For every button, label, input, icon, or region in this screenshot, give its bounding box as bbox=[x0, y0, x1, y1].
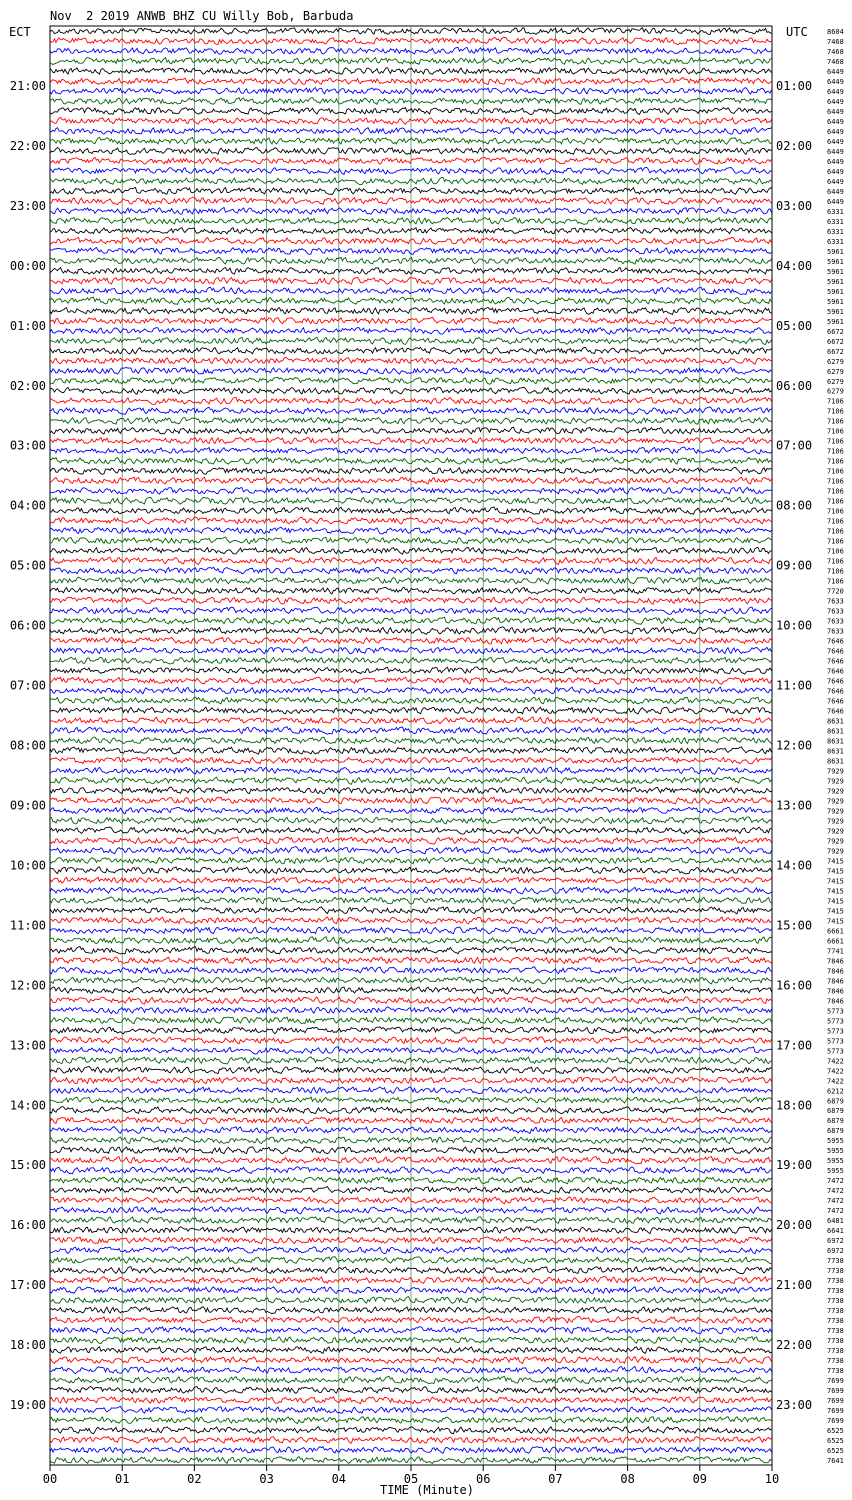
trace-scale-label: 7472 bbox=[827, 1197, 844, 1206]
trace-scale-label: 7929 bbox=[827, 807, 844, 816]
x-tick-label: 03 bbox=[259, 1472, 274, 1486]
left-hour-label: 19:00 bbox=[9, 1398, 46, 1413]
trace-scale-label: 7106 bbox=[827, 477, 844, 486]
trace-scale-label: 6449 bbox=[827, 177, 844, 186]
trace-scale-label: 6879 bbox=[827, 1117, 844, 1126]
right-hour-label: 16:00 bbox=[776, 978, 813, 993]
trace-scale-label: 7106 bbox=[827, 457, 844, 466]
trace-scale-label: 5961 bbox=[827, 287, 844, 296]
right-hour-label: 07:00 bbox=[776, 438, 813, 453]
trace-scale-label: 5961 bbox=[827, 297, 844, 306]
trace-scale-label: 6449 bbox=[827, 157, 844, 166]
trace-scale-label: 5961 bbox=[827, 307, 844, 316]
trace-scale-label: 6879 bbox=[827, 1127, 844, 1136]
left-hour-label: 14:00 bbox=[9, 1098, 46, 1113]
trace-scale-label: 7738 bbox=[827, 1347, 844, 1356]
trace-scale-label: 6449 bbox=[827, 67, 844, 76]
trace-scale-label: 7738 bbox=[827, 1307, 844, 1316]
trace-scale-label: 7929 bbox=[827, 777, 844, 786]
trace-scale-label: 7646 bbox=[827, 667, 844, 676]
trace-scale-label: 7646 bbox=[827, 647, 844, 656]
trace-scale-label: 7846 bbox=[827, 967, 844, 976]
x-tick-label: 00 bbox=[42, 1472, 58, 1486]
trace-scale-label: 6672 bbox=[827, 327, 844, 336]
trace-scale-label: 7422 bbox=[827, 1077, 844, 1086]
trace-scale-label: 7415 bbox=[827, 917, 844, 926]
trace-scale-label: 5961 bbox=[827, 317, 844, 326]
trace-scale-label: 7468 bbox=[827, 57, 844, 66]
trace-scale-label: 7468 bbox=[827, 47, 844, 56]
trace-scale-label: 6279 bbox=[827, 367, 844, 376]
left-hour-label: 06:00 bbox=[9, 618, 46, 633]
trace-scale-label: 6672 bbox=[827, 337, 844, 346]
right-hour-label: 06:00 bbox=[776, 378, 813, 393]
trace-scale-label: 7641 bbox=[827, 1457, 844, 1466]
trace-scale-label: 7106 bbox=[827, 397, 844, 406]
trace-scale-label: 7472 bbox=[827, 1207, 844, 1216]
x-tick-label: 05 bbox=[403, 1472, 419, 1486]
right-hour-label: 09:00 bbox=[776, 558, 813, 573]
trace-scale-label: 7415 bbox=[827, 887, 844, 896]
trace-scale-label: 7106 bbox=[827, 517, 844, 526]
trace-scale-label: 6331 bbox=[827, 207, 844, 216]
trace-scale-label: 6279 bbox=[827, 387, 844, 396]
right-hour-label: 04:00 bbox=[776, 258, 813, 273]
trace-scale-label: 7699 bbox=[827, 1387, 844, 1396]
trace-scale-label: 6481 bbox=[827, 1217, 844, 1226]
trace-scale-label: 6672 bbox=[827, 347, 844, 356]
trace-scale-label: 7422 bbox=[827, 1057, 844, 1066]
left-hour-label: 09:00 bbox=[9, 798, 46, 813]
trace-scale-label: 5961 bbox=[827, 257, 844, 266]
trace-scale-label: 5773 bbox=[827, 1017, 844, 1026]
trace-scale-label: 7646 bbox=[827, 657, 844, 666]
trace-scale-label: 7846 bbox=[827, 957, 844, 966]
trace-scale-label: 7699 bbox=[827, 1407, 844, 1416]
left-hour-label: 17:00 bbox=[9, 1278, 46, 1293]
trace-scale-label: 7738 bbox=[827, 1317, 844, 1326]
trace-scale-label: 8631 bbox=[827, 757, 844, 766]
trace-scale-label: 5961 bbox=[827, 247, 844, 256]
trace-scale-label: 7106 bbox=[827, 437, 844, 446]
trace-scale-label: 7846 bbox=[827, 987, 844, 996]
trace-scale-label: 7106 bbox=[827, 407, 844, 416]
trace-scale-label: 5955 bbox=[827, 1157, 844, 1166]
trace-scale-label: 7738 bbox=[827, 1257, 844, 1266]
trace-scale-label: 7720 bbox=[827, 587, 844, 596]
trace-scale-label: 7646 bbox=[827, 637, 844, 646]
trace-scale-label: 7929 bbox=[827, 827, 844, 836]
trace-scale-label: 6449 bbox=[827, 87, 844, 96]
trace-scale-label: 7699 bbox=[827, 1397, 844, 1406]
left-hour-label: 08:00 bbox=[9, 738, 46, 753]
trace-scale-label: 6331 bbox=[827, 237, 844, 246]
left-hour-label: 10:00 bbox=[9, 858, 46, 873]
trace-scale-label: 7738 bbox=[827, 1277, 844, 1286]
right-hour-label: 20:00 bbox=[776, 1218, 813, 1233]
trace-scale-label: 7741 bbox=[827, 947, 844, 956]
trace-scale-label: 7106 bbox=[827, 427, 844, 436]
trace-scale-label: 6212 bbox=[827, 1087, 844, 1096]
left-hour-label: 13:00 bbox=[9, 1038, 46, 1053]
left-hour-label: 21:00 bbox=[9, 78, 46, 93]
trace-scale-label: 6661 bbox=[827, 937, 844, 946]
trace-scale-label: 5955 bbox=[827, 1147, 844, 1156]
trace-scale-label: 6279 bbox=[827, 377, 844, 386]
trace-scale-label: 6449 bbox=[827, 117, 844, 126]
trace-scale-label: 7415 bbox=[827, 867, 844, 876]
right-hour-label: 18:00 bbox=[776, 1098, 813, 1113]
trace-scale-label: 7738 bbox=[827, 1297, 844, 1306]
trace-scale-label: 7106 bbox=[827, 537, 844, 546]
trace-scale-label: 7929 bbox=[827, 767, 844, 776]
trace-scale-label: 6449 bbox=[827, 137, 844, 146]
trace-scale-label: 7646 bbox=[827, 697, 844, 706]
trace-scale-label: 8604 bbox=[827, 27, 844, 36]
trace-scale-label: 5955 bbox=[827, 1137, 844, 1146]
trace-scale-label: 8631 bbox=[827, 727, 844, 736]
right-hour-label: 05:00 bbox=[776, 318, 813, 333]
trace-scale-label: 7468 bbox=[827, 37, 844, 46]
trace-scale-label: 6661 bbox=[827, 927, 844, 936]
trace-scale-label: 7738 bbox=[827, 1327, 844, 1336]
trace-scale-label: 5961 bbox=[827, 277, 844, 286]
trace-scale-label: 8631 bbox=[827, 717, 844, 726]
trace-scale-label: 6449 bbox=[827, 127, 844, 136]
left-hour-label: 05:00 bbox=[9, 558, 46, 573]
right-hour-label: 19:00 bbox=[776, 1158, 813, 1173]
trace-scale-label: 6449 bbox=[827, 147, 844, 156]
trace-scale-label: 7699 bbox=[827, 1417, 844, 1426]
trace-scale-label: 5773 bbox=[827, 1037, 844, 1046]
trace-scale-label: 6449 bbox=[827, 197, 844, 206]
right-hour-label: 14:00 bbox=[776, 858, 813, 873]
trace-scale-label: 7699 bbox=[827, 1377, 844, 1386]
right-hour-label: 22:00 bbox=[776, 1338, 813, 1353]
left-hour-label: 18:00 bbox=[9, 1338, 46, 1353]
trace-scale-label: 8631 bbox=[827, 747, 844, 756]
left-hour-label: 22:00 bbox=[9, 138, 46, 153]
trace-scale-label: 7106 bbox=[827, 577, 844, 586]
trace-scale-label: 7633 bbox=[827, 597, 844, 606]
trace-scale-label: 7106 bbox=[827, 497, 844, 506]
right-hour-label: 13:00 bbox=[776, 798, 813, 813]
trace-scale-label: 7422 bbox=[827, 1067, 844, 1076]
right-hour-label: 12:00 bbox=[776, 738, 813, 753]
right-hour-label: 03:00 bbox=[776, 198, 813, 213]
trace-scale-label: 6449 bbox=[827, 187, 844, 196]
trace-scale-label: 8631 bbox=[827, 737, 844, 746]
trace-scale-label: 7929 bbox=[827, 817, 844, 826]
left-hour-label: 16:00 bbox=[9, 1218, 46, 1233]
x-tick-label: 01 bbox=[114, 1472, 130, 1486]
left-hour-label: 04:00 bbox=[9, 498, 46, 513]
right-hour-label: 08:00 bbox=[776, 498, 813, 513]
trace-scale-label: 6331 bbox=[827, 217, 844, 226]
chart-title: Nov 2 2019 ANWB BHZ CU Willy Bob, Barbuda bbox=[50, 9, 354, 23]
trace-scale-label: 7738 bbox=[827, 1357, 844, 1366]
left-hour-label: 15:00 bbox=[9, 1158, 46, 1173]
trace-scale-label: 6449 bbox=[827, 107, 844, 116]
x-tick-label: 10 bbox=[764, 1472, 780, 1486]
trace-scale-label: 5773 bbox=[827, 1027, 844, 1036]
left-hour-label: 23:00 bbox=[9, 198, 46, 213]
trace-scale-label: 7846 bbox=[827, 997, 844, 1006]
trace-scale-label: 7633 bbox=[827, 627, 844, 636]
left-hour-label: 02:00 bbox=[9, 378, 46, 393]
right-hour-label: 11:00 bbox=[776, 678, 813, 693]
trace-scale-label: 6879 bbox=[827, 1107, 844, 1116]
trace-scale-label: 6972 bbox=[827, 1237, 844, 1246]
x-tick-label: 04 bbox=[331, 1472, 347, 1486]
trace-scale-label: 7106 bbox=[827, 487, 844, 496]
trace-scale-label: 7846 bbox=[827, 977, 844, 986]
left-hour-label: 01:00 bbox=[9, 318, 46, 333]
trace-scale-label: 6449 bbox=[827, 167, 844, 176]
trace-scale-label: 7106 bbox=[827, 417, 844, 426]
trace-scale-label: 6525 bbox=[827, 1447, 844, 1456]
trace-scale-label: 7738 bbox=[827, 1267, 844, 1276]
trace-scale-label: 6449 bbox=[827, 77, 844, 86]
trace-scale-label: 7646 bbox=[827, 707, 844, 716]
trace-scale-label: 7929 bbox=[827, 787, 844, 796]
right-hour-label: 02:00 bbox=[776, 138, 813, 153]
right-hour-label: 17:00 bbox=[776, 1038, 813, 1053]
trace-scale-label: 7472 bbox=[827, 1177, 844, 1186]
trace-scale-label: 7929 bbox=[827, 847, 844, 856]
x-tick-label: 06 bbox=[475, 1472, 491, 1486]
trace-scale-label: 5955 bbox=[827, 1167, 844, 1176]
trace-scale-label: 6525 bbox=[827, 1437, 844, 1446]
left-hour-label: 00:00 bbox=[9, 258, 46, 273]
x-tick-label: 08 bbox=[620, 1472, 635, 1486]
trace-scale-label: 7929 bbox=[827, 837, 844, 846]
trace-scale-label: 6525 bbox=[827, 1427, 844, 1436]
x-tick-label: 07 bbox=[548, 1472, 563, 1486]
x-tick-label: 02 bbox=[187, 1472, 202, 1486]
trace-scale-label: 7929 bbox=[827, 797, 844, 806]
trace-scale-label: 7646 bbox=[827, 687, 844, 696]
right-hour-label: 10:00 bbox=[776, 618, 813, 633]
trace-scale-label: 7633 bbox=[827, 607, 844, 616]
trace-scale-label: 7106 bbox=[827, 447, 844, 456]
right-hour-label: 01:00 bbox=[776, 78, 813, 93]
trace-scale-label: 6449 bbox=[827, 97, 844, 106]
trace-scale-label: 7415 bbox=[827, 907, 844, 916]
right-hour-label: 21:00 bbox=[776, 1278, 813, 1293]
right-timezone-label: UTC bbox=[786, 25, 808, 39]
trace-scale-label: 6331 bbox=[827, 227, 844, 236]
trace-scale-label: 7415 bbox=[827, 877, 844, 886]
trace-scale-label: 7738 bbox=[827, 1287, 844, 1296]
trace-scale-label: 6879 bbox=[827, 1097, 844, 1106]
left-hour-label: 11:00 bbox=[9, 918, 46, 933]
left-timezone-label: ECT bbox=[9, 25, 31, 39]
x-tick-label: 09 bbox=[692, 1472, 708, 1486]
trace-scale-label: 6641 bbox=[827, 1227, 844, 1236]
trace-scale-label: 7633 bbox=[827, 617, 844, 626]
trace-scale-label: 7415 bbox=[827, 897, 844, 906]
trace-scale-label: 7106 bbox=[827, 467, 844, 476]
x-axis-label: TIME (Minute) bbox=[380, 1483, 474, 1497]
left-hour-label: 07:00 bbox=[9, 678, 46, 693]
right-hour-label: 23:00 bbox=[776, 1398, 813, 1413]
trace-scale-label: 5773 bbox=[827, 1007, 844, 1016]
trace-scale-label: 7106 bbox=[827, 527, 844, 536]
trace-scale-label: 7106 bbox=[827, 547, 844, 556]
trace-scale-label: 7738 bbox=[827, 1367, 844, 1376]
trace-scale-label: 5773 bbox=[827, 1047, 844, 1056]
trace-scale-label: 7106 bbox=[827, 557, 844, 566]
trace-scale-label: 7646 bbox=[827, 677, 844, 686]
trace-scale-label: 6279 bbox=[827, 357, 844, 366]
trace-scale-label: 7738 bbox=[827, 1337, 844, 1346]
trace-scale-label: 7106 bbox=[827, 507, 844, 516]
right-hour-label: 15:00 bbox=[776, 918, 813, 933]
trace-scale-label: 6972 bbox=[827, 1247, 844, 1256]
left-hour-label: 03:00 bbox=[9, 438, 46, 453]
trace-scale-label: 7415 bbox=[827, 857, 844, 866]
trace-scale-label: 7472 bbox=[827, 1187, 844, 1196]
trace-scale-label: 7106 bbox=[827, 567, 844, 576]
left-hour-label: 12:00 bbox=[9, 978, 46, 993]
trace-scale-label: 5961 bbox=[827, 267, 844, 276]
